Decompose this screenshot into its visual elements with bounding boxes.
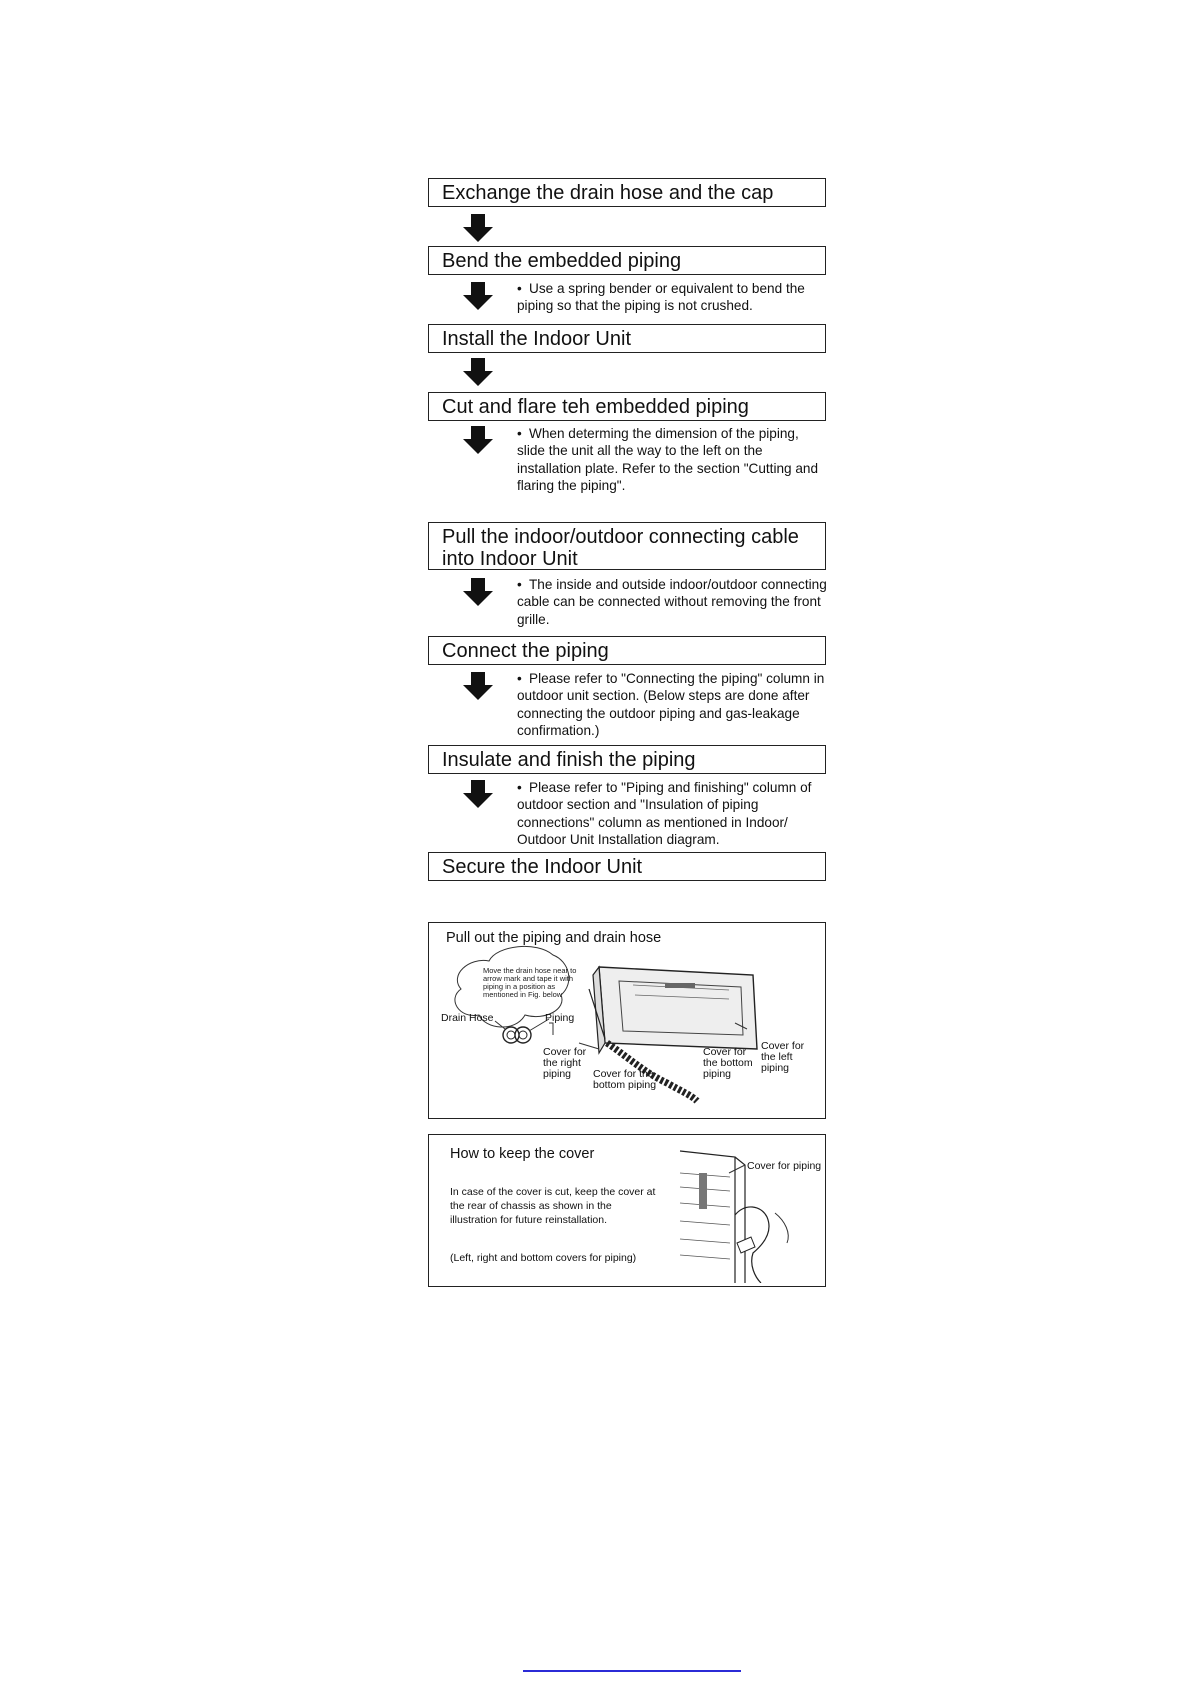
down-arrow-icon xyxy=(463,578,493,606)
figure-title: How to keep the cover xyxy=(450,1146,595,1162)
step-box xyxy=(428,522,826,570)
step-box xyxy=(428,324,826,353)
down-arrow-icon xyxy=(463,426,493,454)
footer-link-underline xyxy=(523,1670,741,1672)
callout-cover-for-piping: Cover for piping xyxy=(747,1160,822,1172)
figure-keep-cover xyxy=(428,1134,826,1287)
step-label: Insulate and finish the piping xyxy=(442,749,696,771)
step-box xyxy=(428,745,826,774)
note-text xyxy=(517,779,829,848)
down-arrow-icon xyxy=(463,780,493,808)
bullet: • xyxy=(517,671,522,686)
label-cover-bottom: Cover for the bottom piping xyxy=(593,1068,657,1091)
figure-body: In case of the cover is cut, keep the cover at the rear of chassis as shown in the illustration for future reinstallation. xyxy=(450,1186,656,1226)
step-label: Pull the indoor/outdoor connecting cable into Indoor Unit xyxy=(442,526,799,570)
note-body: Use a spring bender or equivalent to bend the piping so that the piping is not crushed. xyxy=(517,281,805,314)
step-box xyxy=(428,852,826,881)
note-text xyxy=(517,425,829,494)
step-label: Exchange the drain hose and the cap xyxy=(442,182,774,204)
step-box xyxy=(428,246,826,275)
bubble-text: Move the drain hose near to arrow mark and tape it with piping in a position as mentioned in Fig. below xyxy=(483,966,577,999)
down-arrow-icon xyxy=(463,214,493,242)
figure-pull-out-piping xyxy=(428,922,826,1119)
bullet: • xyxy=(517,780,522,795)
down-arrow-icon xyxy=(463,358,493,386)
step-box xyxy=(428,636,826,665)
bullet: • xyxy=(517,426,522,441)
note-text xyxy=(517,576,829,628)
step-box xyxy=(428,392,826,421)
down-arrow-icon xyxy=(463,672,493,700)
figure-note: (Left, right and bottom covers for piping) xyxy=(450,1252,637,1264)
step-label: Cut and flare teh embedded piping xyxy=(442,396,749,418)
bullet: • xyxy=(517,281,522,296)
note-text xyxy=(517,670,829,739)
step-label: Bend the embedded piping xyxy=(442,250,682,272)
note-body: Please refer to "Connecting the piping" column in outdoor unit section. (Below steps are done after connecting the outdoor piping and gas-leakage confirmation.) xyxy=(517,671,825,738)
step-label: Connect the piping xyxy=(442,640,609,662)
note-body: Please refer to "Piping and finishing" column of outdoor section and "Insulation of piping connections" column as mentioned in Indoor/ Outdoor Unit Installation diagram. xyxy=(517,780,812,847)
step-label: Install the Indoor Unit xyxy=(442,328,631,350)
step-label: Secure the Indoor Unit xyxy=(442,856,643,878)
figure-title: Pull out the piping and drain hose xyxy=(446,930,662,946)
label-piping: Piping xyxy=(545,1012,575,1024)
note-text xyxy=(517,280,829,315)
note-body: The inside and outside indoor/outdoor connecting cable can be connected without removing the front grille. xyxy=(517,577,827,627)
note-body: When determing the dimension of the piping, slide the unit all the way to the left on the installation plate. Refer to the section "Cutting and flaring the piping". xyxy=(517,426,819,493)
step-box xyxy=(428,178,826,207)
label-cover-bottom: Cover for the bottom piping xyxy=(703,1046,753,1080)
down-arrow-icon xyxy=(463,282,493,310)
bullet: • xyxy=(517,577,522,592)
label-cover-right: Cover for the right piping xyxy=(543,1046,587,1080)
label-cover-left: Cover for the left piping xyxy=(761,1040,805,1074)
label-drain-hose: Drain Hose xyxy=(441,1012,494,1024)
